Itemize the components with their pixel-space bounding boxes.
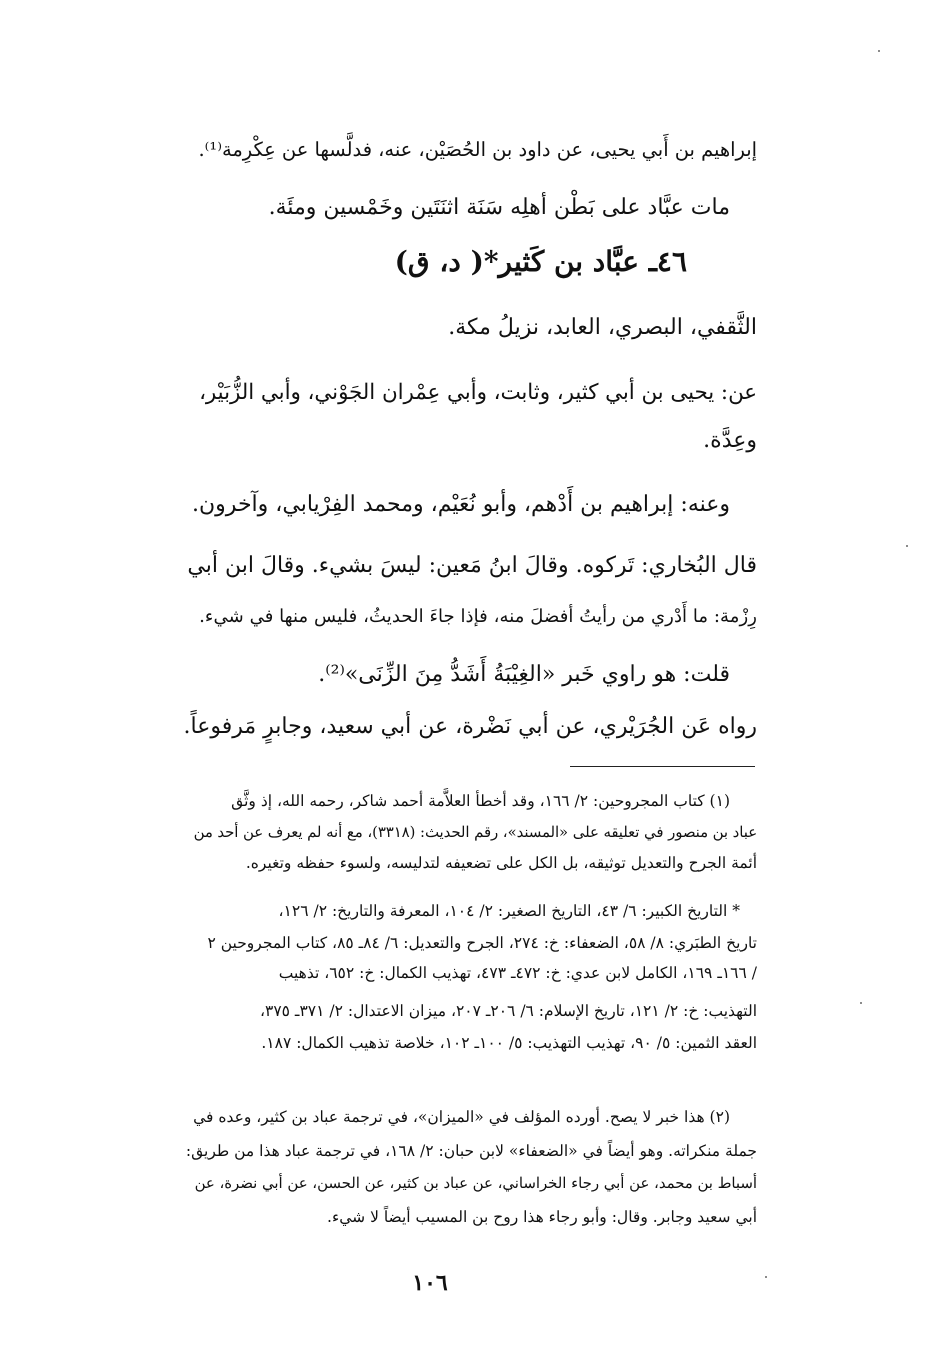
entry-heading: ٤٦ـ عبَّاد بن كَثير*( د، ق) [394, 245, 687, 278]
body-line-3: الثَّقفي، البصري، العابد، نزيلُ مكة. [448, 315, 757, 340]
footnote-1-line-2: عباد بن منصور في تعليقه على «المسند»، رقم الحديث: (٣٣١٨)، مع أنه لم يعرف عن أحد من [193, 824, 757, 841]
sources-line-3: / ١٦٦ـ ١٦٩، الكامل لابن عدي: خ: ٤٧٢ـ ٤٧٣، تهذيب الكمال: خ: ٦٥٢، تذهيب [278, 964, 757, 982]
sources-line-1: * التاريخ الكبير: ٦/ ٤٣، التاريخ الصغير: ٢/ ١٠٤، المعرفة والتاريخ: ٢/ ١٢٦، [278, 902, 740, 920]
sources-line-4: التهذيب: خ: ٢/ ١٢١، تاريخ الإسلام: ٦/ ٢٠٦ـ ٢٠٧، ميزان الاعتدال: ٢/ ٣٧١ـ ٣٧٥، [260, 1002, 757, 1020]
footnote-1-line-1: (١) كتاب المجروحين: ٢/ ١٦٦، وقد أخطأ العلاَّمة أحمد شاكر، رحمه الله، إذ وثَّق [231, 792, 730, 810]
scan-speck [878, 50, 880, 52]
scan-speck [906, 545, 908, 547]
footnote-2-line-2: جملة منكراته. وهو أيضاً في «الضعفاء» لابن حبان: ٢/ ١٦٨، في ترجمة عباد هذا من طريق: [185, 1142, 757, 1160]
body-line-2: مات عبَّاد على بَطْن أهلِه سَنَة اثنَتَين وخَمْسين ومئَة. [268, 195, 730, 220]
footnote-2-line-1: (٢) هذا خبر لا يصح. أورده المؤلف في «الميزان»، في ترجمة عباد بن كثير، وعده في [193, 1108, 730, 1126]
footnote-2-line-4: أبي سعيد وجابر. وقال: وأبو رجاء هذا روح بن المسيب أيضاً لا شيء. [327, 1208, 757, 1226]
sources-line-5: العقد الثمين: ٥/ ٩٠، تهذيب التهذيب: ٥/ ١٠٠ـ ١٠٢، خلاصة تذهيب الكمال: ١٨٧. [261, 1034, 757, 1052]
body-line-9: قلت: هو راوي خَبر «الغِيْبَةُ أَشَدُّ مِنَ الزِّنَى»⁽²⁾. [318, 662, 730, 687]
body-line-6: وعنه: إبراهيم بن أَدْهم، وأبو نُعَيْم، ومحمد الفِرْيابي، وآخرون. [192, 492, 730, 517]
scan-speck [765, 1276, 767, 1278]
sources-line-2: تاريخ الطبَري: ٨/ ٥٨، الضعفاء: خ: ٢٧٤، الجرح والتعديل: ٦/ ٨٤ـ ٨٥، كتاب المجروحين ٢ [207, 934, 757, 952]
footnote-1-line-3: أئمة الجرح والتعديل توثيقه، بل الكل على تضعيفه لتدليسه، ولسوء حفظه وتغيره. [245, 854, 757, 872]
body-line-7: قال البُخاري: تَركوه. وقالَ ابنُ مَعين: ليسَ بشيء. وقالَ ابن أبي [187, 553, 757, 578]
footnote-2-line-3: أسباط بن محمد، عن أبي رجاء الخراساني، عن عباد بن كثير، عن الحسن، عن أبي نضرة، عن [194, 1174, 757, 1192]
body-line-8: رِزْمة: ما أَدْري من رأيتُ أفضلَ منه، فإذا جاءَ الحديثُ، فليس منها في شيء. [199, 606, 757, 627]
body-line-5: وعِدَّة. [703, 428, 757, 453]
page-number: ١٠٦ [412, 1270, 448, 1296]
body-line-4: عن: يحيى بن أبي كثير، وثابت، وأبي عِمْران الجَوْني، وأبي الزُّبَيْر، [199, 380, 757, 405]
scan-speck [860, 1002, 862, 1004]
body-line-10: رواه عَن الجُرَيْري، عن أبي نَضْرة، عن أبي سعيد، وجابرٍ مَرفوعاً. [183, 714, 757, 739]
footnote-separator [570, 766, 755, 767]
body-line-1: إبراهيم بن أَبي يحيى، عن داود بن الحُصَيْن، عنه، فدلَّسها عن عِكْرِمة⁽¹⁾. [198, 138, 757, 161]
